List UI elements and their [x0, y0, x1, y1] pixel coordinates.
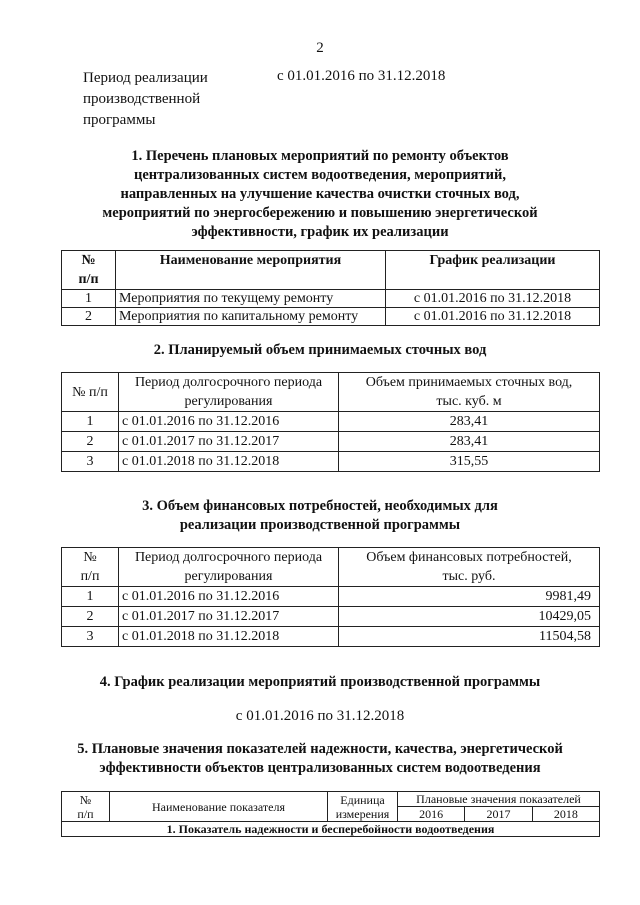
- col-header-unit: Единица измерения: [328, 792, 398, 822]
- col-header-num: № п/п: [62, 548, 119, 587]
- row-num: 1: [62, 412, 119, 432]
- section1-title-line: направленных на улучшение качества очистки сточных вод,: [120, 186, 520, 202]
- row-schedule: с 01.01.2016 по 31.12.2018: [386, 308, 600, 326]
- row-value: 9981,49: [339, 587, 600, 607]
- col-header-period: Период долгосрочного периода регулирования: [119, 373, 339, 412]
- period-label-line: Период реализации: [83, 70, 208, 86]
- row-period: с 01.01.2017 по 31.12.2017: [119, 432, 339, 452]
- section3-title-line: реализации производственной программы: [179, 517, 461, 533]
- section4-period: с 01.01.2016 по 31.12.2018: [235, 708, 405, 724]
- row-value: 315,55: [339, 452, 600, 472]
- row-num: 1: [62, 290, 116, 308]
- indicators-table: [61, 791, 600, 837]
- col-header-schedule: График реализации: [386, 251, 600, 290]
- section4-title: 4. График реализации мероприятий производственной программы: [99, 674, 541, 690]
- row-period: с 01.01.2016 по 31.12.2016: [119, 587, 339, 607]
- section5-title: [0, 740, 640, 778]
- row-num: 2: [62, 607, 119, 627]
- col-header-volume: Объем принимаемых сточных вод, тыс. куб. м: [339, 373, 600, 412]
- table-header-row: [62, 373, 600, 412]
- period-value: с 01.01.2016 по 31.12.2018: [277, 68, 446, 84]
- col-header-name: Наименование показателя: [110, 792, 328, 822]
- col-header-finance: Объем финансовых потребностей, тыс. руб.: [339, 548, 600, 587]
- table-row: [62, 308, 600, 326]
- row-num: 3: [62, 627, 119, 647]
- page-number: 2: [316, 40, 324, 56]
- section1-title-line: централизованных систем водоотведения, мероприятий,: [134, 167, 506, 183]
- row-value: 283,41: [339, 432, 600, 452]
- row-value: 11504,58: [339, 627, 600, 647]
- row-period: с 01.01.2018 по 31.12.2018: [119, 627, 339, 647]
- row-name: Мероприятия по капитальному ремонту: [116, 308, 386, 326]
- table-row: [62, 412, 600, 432]
- table-row: [62, 587, 600, 607]
- wastewater-volume-table: [61, 372, 600, 472]
- subheading: 1. Показатель надежности и бесперебойности водоотведения: [62, 822, 600, 837]
- table-row: [62, 452, 600, 472]
- row-value: 10429,05: [339, 607, 600, 627]
- section5-title-line: эффективности объектов централизованных систем водоотведения: [99, 760, 541, 776]
- row-num: 1: [62, 587, 119, 607]
- section5-title-line: 5. Плановые значения показателей надежности, качества, энергетической: [77, 741, 563, 757]
- table-row: [62, 627, 600, 647]
- col-header-year: 2016: [398, 807, 465, 822]
- table-header-row: [62, 251, 600, 290]
- row-period: с 01.01.2018 по 31.12.2018: [119, 452, 339, 472]
- section1-title-line: эффективности, график их реализации: [191, 224, 449, 240]
- row-num: 3: [62, 452, 119, 472]
- table-header-row: [62, 792, 600, 807]
- row-name: Мероприятия по текущему ремонту: [116, 290, 386, 308]
- col-header-year: 2018: [532, 807, 599, 822]
- col-header-num: № п/п: [62, 251, 116, 290]
- col-header-period: Период долгосрочного периода регулирования: [119, 548, 339, 587]
- section3-title: [0, 497, 640, 535]
- table-row: [62, 607, 600, 627]
- col-header-year: 2017: [465, 807, 532, 822]
- section1-title: [0, 147, 640, 242]
- row-num: 2: [62, 432, 119, 452]
- col-header-num: № п/п: [62, 792, 110, 822]
- row-num: 2: [62, 308, 116, 326]
- section1-title-line: мероприятий по энергосбережению и повышению энергетической: [102, 205, 538, 221]
- table-subheading-row: [62, 822, 600, 837]
- period-label-line: производственной: [83, 91, 201, 107]
- row-period: с 01.01.2017 по 31.12.2017: [119, 607, 339, 627]
- col-header-name: Наименование мероприятия: [116, 251, 386, 290]
- table-header-row: [62, 548, 600, 587]
- row-value: 283,41: [339, 412, 600, 432]
- row-period: с 01.01.2016 по 31.12.2016: [119, 412, 339, 432]
- activities-table: [61, 250, 600, 326]
- table-row: [62, 432, 600, 452]
- financial-needs-table: [61, 547, 600, 647]
- row-schedule: с 01.01.2016 по 31.12.2018: [386, 290, 600, 308]
- section3-title-line: 3. Объем финансовых потребностей, необходимых для: [142, 498, 498, 514]
- period-label-line: программы: [83, 112, 156, 128]
- col-header-num: № п/п: [62, 373, 119, 412]
- table-row: [62, 290, 600, 308]
- section1-title-line: 1. Перечень плановых мероприятий по ремонту объектов: [131, 148, 509, 164]
- period-label: [83, 68, 243, 131]
- col-header-plan: Плановые значения показателей: [398, 792, 600, 807]
- section2-title: 2. Планируемый объем принимаемых сточных вод: [153, 342, 487, 358]
